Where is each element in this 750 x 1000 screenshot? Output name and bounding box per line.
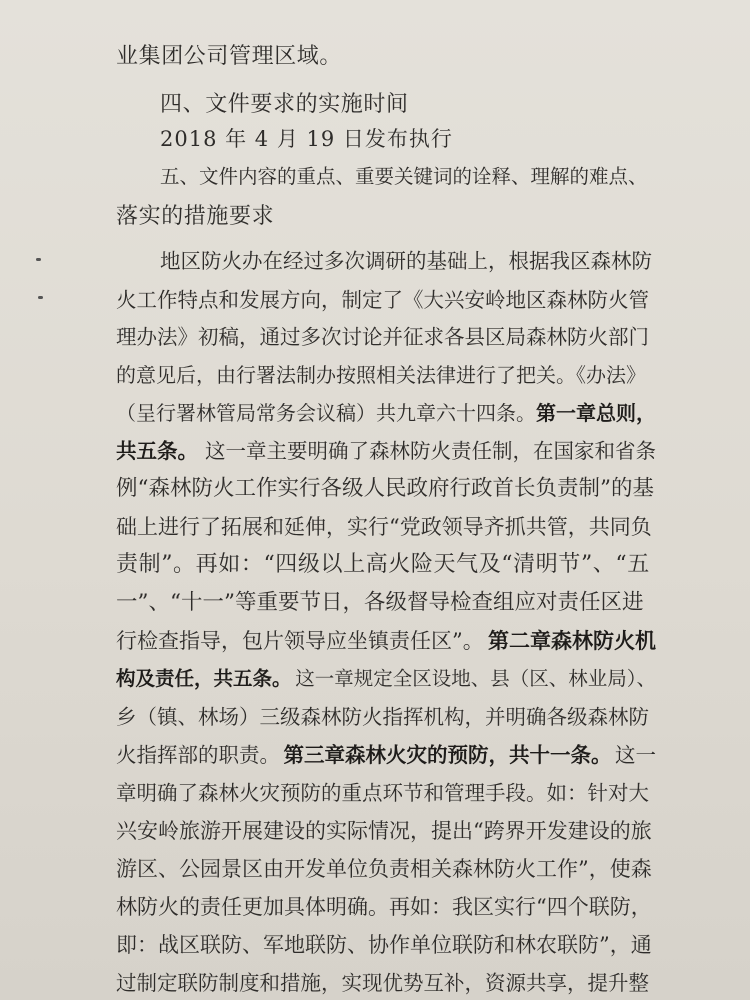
paragraph-line-14: 火指挥部的职责。 第三章森林火灾的预防，共十一条。 这一 <box>116 740 656 770</box>
paragraph-line-17: 游区、公园景区由开发单位负责相关森林防火工作”，使森 <box>116 857 652 881</box>
paragraph-line-6: 共五条。 这一章主要明确了森林防火责任制，在国家和省条 <box>116 436 656 466</box>
chapter-1-count: 共五条。 <box>116 439 198 463</box>
chapter-2-count: 构及责任，共五条。 <box>116 667 292 690</box>
chapter-2-title: 第二章森林防火机 <box>488 628 656 653</box>
section-heading-5: 五、文件内容的重点、重要关键词的诠释、理解的难点、 <box>160 165 648 188</box>
margin-mark <box>38 296 43 299</box>
chapter-1-title: 第一章总则， <box>536 401 656 425</box>
paragraph-line-9: 责制”。再如：“四级以上高火险天气及“清明节”、“五 <box>116 552 650 577</box>
paragraph-line-3: 理办法》初稿，通过多次讨论并征求各县区局森林防火部门 <box>116 325 649 349</box>
paragraph-line-5: （呈行署林管局常务会议稿）共九章六十四条。 第一章总则， <box>116 398 656 428</box>
paragraph-line-20: 过制定联防制度和措施，实现优势互补，资源共享，提升整 <box>116 971 649 995</box>
paragraph-line-13: 乡（镇、林场）三级森林防火指挥机构，并明确各级森林防 <box>116 705 649 729</box>
paragraph-line-16: 兴安岭旅游开展建设的实际情况，提出“跨界开发建设的旅 <box>116 819 652 843</box>
paragraph-line-18: 林防火的责任更加具体明确。再如：我区实行“四个联防， <box>116 895 652 919</box>
chapter-3-title: 第三章森林火灾的预防，共十一条。 <box>283 743 612 767</box>
paragraph-line-10: 一”、“十一”等重要节日，各级督导检查组应对责任区进 <box>116 590 644 615</box>
paragraph-line-11: 行检查指导，包片领导应坐镇责任区”。 第二章森林防火机 <box>116 626 656 656</box>
paragraph-line-19: 即：战区联防、军地联防、协作单位联防和林农联防”，通 <box>116 933 652 957</box>
effective-date: 2018 年 4 月 19 日发布执行 <box>160 127 453 151</box>
margin-mark <box>36 258 41 261</box>
section-heading-5-continued: 落实的措施要求 <box>116 204 275 229</box>
paragraph-line-1: 地区防火办在经过多次调研的基础上，根据我区森林防 <box>160 249 652 273</box>
paragraph-line-15: 章明确了森林火灾预防的重点环节和管理手段。如：针对大 <box>116 781 649 805</box>
paragraph-line-7: 例“森林防火工作实行各级人民政府行政首长负责制”的基 <box>116 476 654 501</box>
paragraph-line-2: 火工作特点和发展方向，制定了《大兴安岭地区森林防火管 <box>116 288 649 312</box>
paragraph-line-12: 构及责任，共五条。 这一章规定全区设地、县（区、林业局）、 <box>116 664 656 694</box>
paragraph-line-8: 础上进行了拓展和延伸，实行“党政领导齐抓共管，共同负 <box>116 515 652 539</box>
paragraph-line-4: 的意见后，由行署法制办按照相关法律进行了把关。《办法》 <box>116 363 646 387</box>
text-line-1: 业集团公司管理区域。 <box>116 44 343 69</box>
section-heading-4: 四、文件要求的实施时间 <box>160 92 409 117</box>
